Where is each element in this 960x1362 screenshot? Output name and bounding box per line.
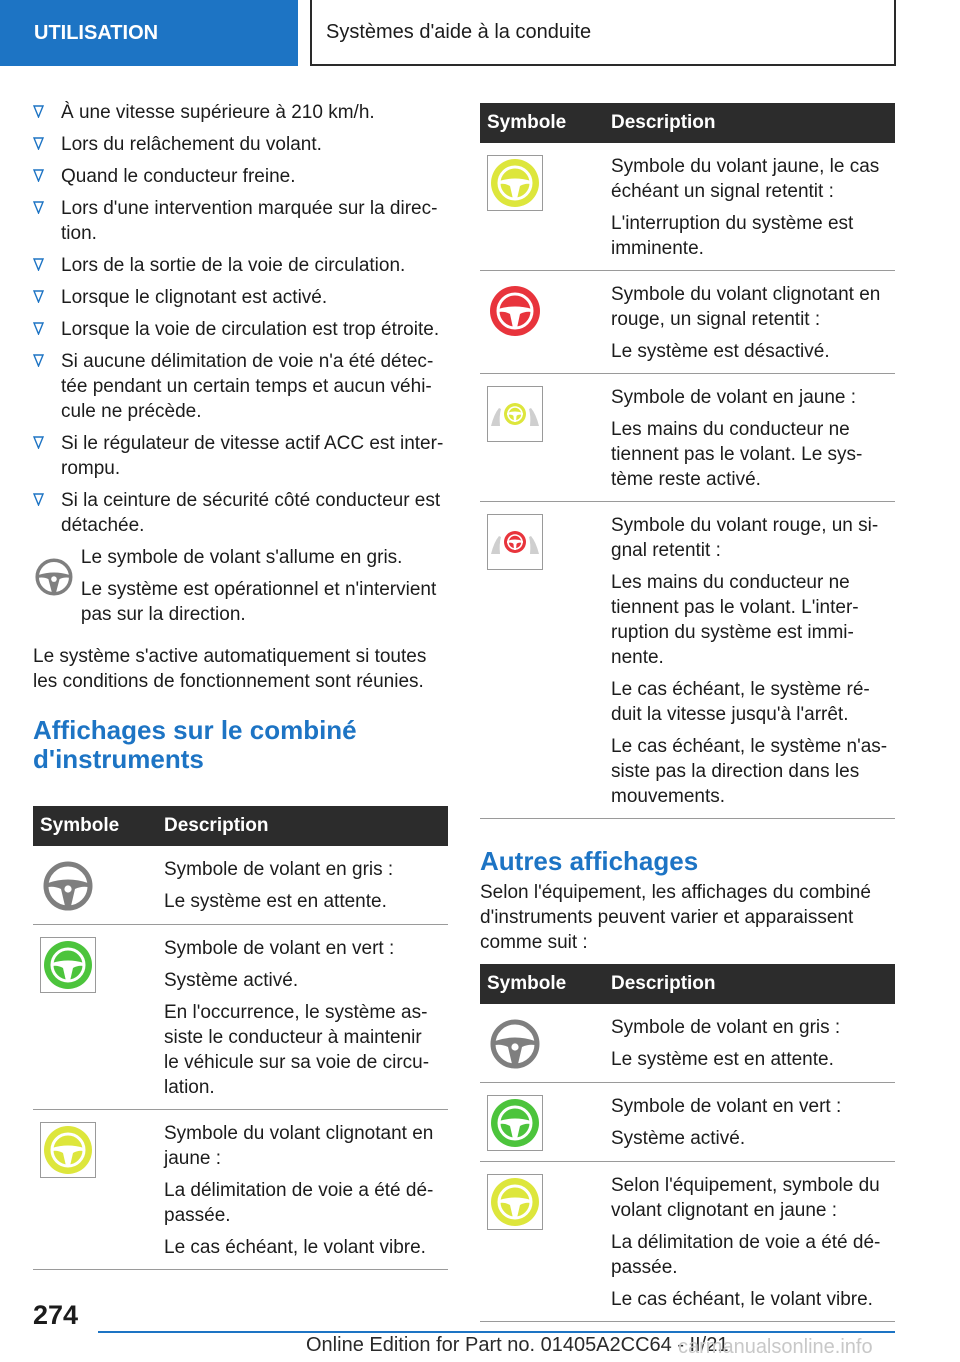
table-row: Symbole du volant jaune, le cas échéant un signal retentit : L'interruption du système est imminente.: [480, 143, 895, 271]
symbol-table: [33, 806, 448, 1270]
column-header: Symbole: [33, 806, 157, 846]
column-header: Description: [604, 964, 895, 1004]
column-header: Symbole: [480, 103, 604, 143]
triangle-bullet-icon: [33, 436, 44, 449]
table-row: Symbole du volant rouge, un signal retentit : Les mains du conducteur ne tiennent pas le volant. L'interruption du système est imminente. Le cas échéant, le système réduit la vitesse jusqu'à l'arrêt. Le cas échéant, le système n'assiste pas la direction dans les mouvements.: [480, 502, 895, 819]
triangle-bullet-icon: [33, 105, 44, 118]
grey-wheel-note: [33, 545, 448, 634]
section-tab: [0, 0, 298, 66]
table-row: Symbole du volant clignotant en jaune : La délimitation de voie a été dépassée. Le cas échéant, le volant vibre.: [33, 1110, 448, 1270]
triangle-bullet-icon: [33, 493, 44, 506]
other-displays-section: [480, 847, 895, 1322]
hands-off-yellow-icon: [487, 386, 543, 442]
section-heading: Affichages sur le combiné d'instruments: [33, 715, 357, 774]
triangle-bullet-icon: [33, 354, 44, 367]
hands-off-red-icon: [487, 514, 543, 570]
table-header-row: [33, 806, 448, 846]
note-line: Le symbole de volant s'allume en gris.: [80, 547, 403, 568]
note-line: Le système est opérationnel et n'intervient pas sur la direction.: [80, 579, 437, 625]
symbol-table: [480, 103, 895, 819]
table-row: Selon l'équipement, symbole du volant clignotant en jaune : La délimitation de voie a été dépassée. Le cas échéant, le volant vibre.: [480, 1162, 895, 1322]
table-header-row: [480, 103, 895, 143]
table-row: Symbole du volant clignotant en rouge, un signal retentit : Le système est désactivé.: [480, 271, 895, 374]
steering-wheel-green-icon: [40, 937, 96, 993]
table-header-row: [480, 964, 895, 1004]
steering-wheel-grey-icon: [40, 858, 96, 914]
left-column: [33, 100, 448, 1270]
steering-wheel-yellow-icon: [487, 155, 543, 211]
list-item: Si la ceinture de sécurité côté conducteur est détachée.: [33, 488, 448, 538]
steering-wheel-red-icon: [487, 283, 543, 339]
list-item: Lorsque le clignotant est activé.: [33, 285, 448, 310]
section-heading: Autres affichages: [480, 846, 699, 876]
section-intro: Selon l'équipement, les affichages du combiné d'instruments peuvent varier et apparaissent comme suit :: [480, 882, 871, 953]
column-header: Description: [157, 806, 448, 846]
table-row: Symbole de volant en vert : Système activé.: [480, 1083, 895, 1162]
list-item: Si le régulateur de vitesse actif ACC est interrompu.: [33, 431, 448, 481]
steering-wheel-grey-icon: [33, 547, 75, 607]
triangle-bullet-icon: [33, 137, 44, 150]
steering-wheel-grey-icon: [487, 1016, 543, 1072]
list-item: Lors d'une intervention marquée sur la direction.: [33, 196, 448, 246]
page-number: 274: [33, 1300, 79, 1330]
table-row: Symbole de volant en gris : Le système est en attente.: [33, 846, 448, 925]
chapter-title: Systèmes d'aide à la conduite: [326, 20, 592, 43]
activation-paragraph: Le système s'active automatiquement si toutes les conditions de fonctionnement sont réunies.: [33, 646, 427, 692]
chapter-header: [310, 0, 896, 66]
deactivation-conditions-list: [33, 100, 448, 538]
column-header: Description: [604, 103, 895, 143]
triangle-bullet-icon: [33, 169, 44, 182]
section-title: UTILISATION: [34, 21, 159, 44]
list-item: À une vitesse supérieure à 210 km/h.: [33, 100, 448, 125]
edition-text: Online Edition for Part no. 01405A2CC64 - II/21: [306, 1334, 729, 1356]
steering-wheel-yellow-icon: [487, 1174, 543, 1230]
triangle-bullet-icon: [33, 322, 44, 335]
footer-divider: [98, 1331, 895, 1333]
list-item: Lors de la sortie de la voie de circulation.: [33, 253, 448, 278]
table-row: Symbole de volant en vert : Système activé. En l'occurrence, le système assiste le conducteur à maintenir le véhicule sur sa voie de circulation.: [33, 925, 448, 1110]
table-row: Symbole de volant en gris : Le système est en attente.: [480, 1004, 895, 1083]
triangle-bullet-icon: [33, 258, 44, 271]
symbol-table: [480, 964, 895, 1322]
watermark: carmanualsonline.info: [678, 1336, 873, 1358]
list-item: Lorsque la voie de circulation est trop étroite.: [33, 317, 448, 342]
list-item: Si aucune délimitation de voie n'a été détectée pendant un certain temps et aucun véhicule ne précède.: [33, 349, 448, 424]
right-column: [480, 103, 895, 1322]
column-header: Symbole: [480, 964, 604, 1004]
list-item: Quand le conducteur freine.: [33, 164, 448, 189]
triangle-bullet-icon: [33, 290, 44, 303]
steering-wheel-green-icon: [487, 1095, 543, 1151]
triangle-bullet-icon: [33, 201, 44, 214]
list-item: Lors du relâchement du volant.: [33, 132, 448, 157]
table-row: Symbole de volant en jaune : Les mains du conducteur ne tiennent pas le volant. Le système reste activé.: [480, 374, 895, 502]
steering-wheel-yellow-icon: [40, 1122, 96, 1178]
